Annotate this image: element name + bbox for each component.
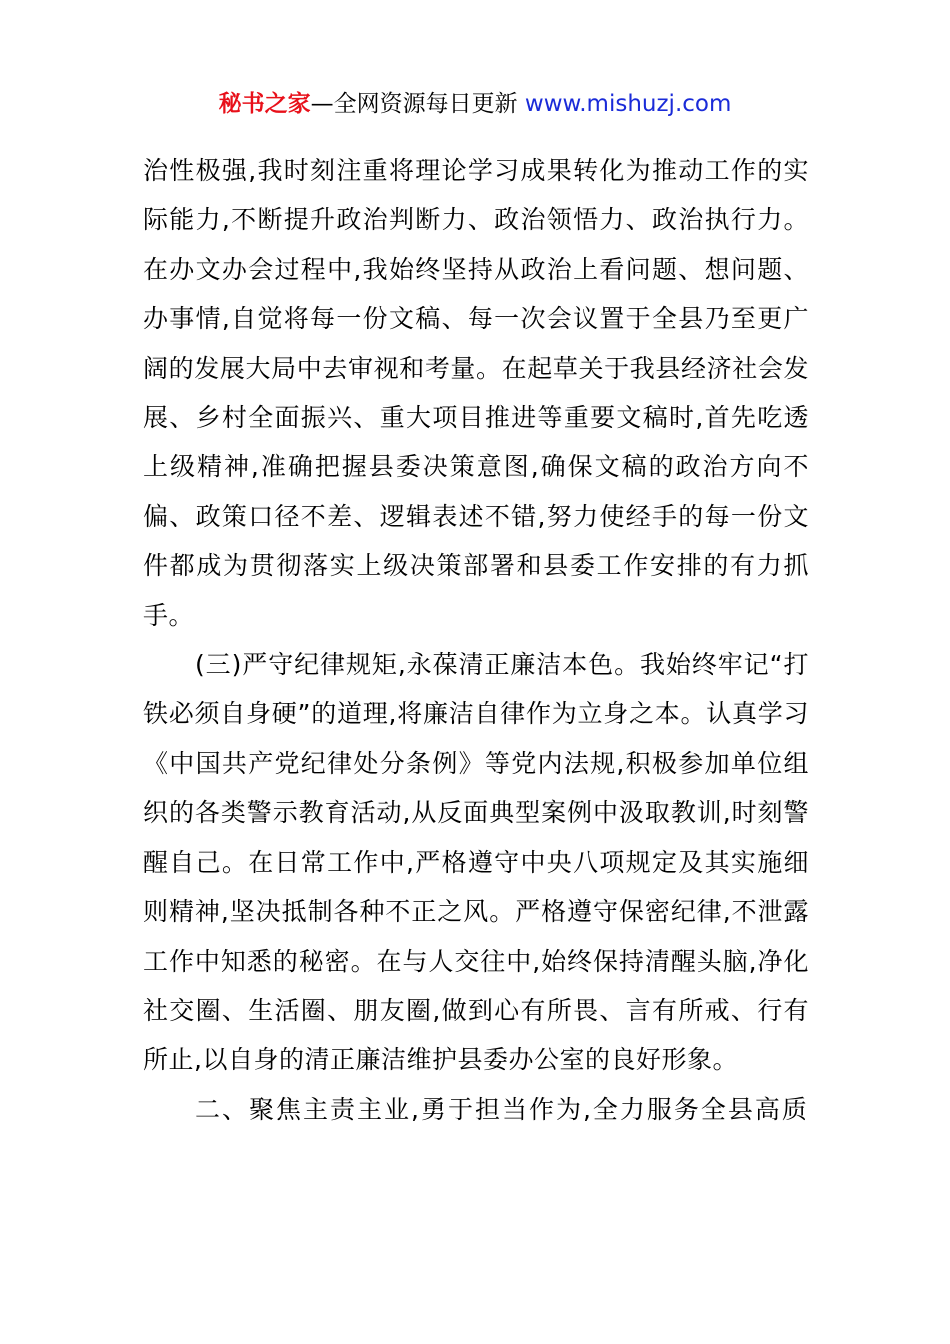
site-url-link[interactable]: www.mishuzj.com	[524, 91, 732, 117]
paragraph-continued: 治性极强,我时刻注重将理论学习成果转化为推动工作的实际能力,不断提升政治判断力、政治领悟力、政治执行力。在办文办会过程中,我始终坚持从政治上看问题、想问题、办事情,自觉将每一份文稿、每一次会议置于全县乃至更广阔的发展大局中去审视和考量。在起草关于我县经济社会发展、乡村全面振兴、重大项目推进等重要文稿时,首先吃透上级精神,准确把握县委决策意图,确保文稿的政治方向不偏、政策口径不差、逻辑表述不错,努力使经手的每一份文件都成为贯彻落实上级决策部署和县委工作安排的有力抓手。	[143, 156, 809, 630]
document-body	[143, 146, 809, 1134]
paragraph-discipline: (三)严守纪律规矩,永葆清正廉洁本色。我始终牢记“打铁必须自身硬”的道理,将廉洁自律作为立身之本。认真学习《中国共产党纪律处分条例》等党内法规,积极参加单位组织的各类警示教育活动,从反面典型案例中汲取教训,时刻警醒自己。在日常工作中,严格遵守中央八项规定及其实施细则精神,坚决抵制各种不正之风。严格遵守保密纪律,不泄露工作中知悉的秘密。在与人交往中,始终保持清醒头脑,净化社交圈、生活圈、朋友圈,做到心有所畏、言有所戒、行有所止,以自身的清正廉洁维护县委办公室的良好形象。	[143, 650, 809, 1075]
site-brand: 秘书之家	[218, 91, 311, 117]
site-tagline: —全网资源每日更新	[310, 91, 525, 117]
site-header	[0, 86, 950, 122]
section-heading-two: 二、聚焦主责主业,勇于担当作为,全力服务全县高质	[195, 1094, 809, 1124]
